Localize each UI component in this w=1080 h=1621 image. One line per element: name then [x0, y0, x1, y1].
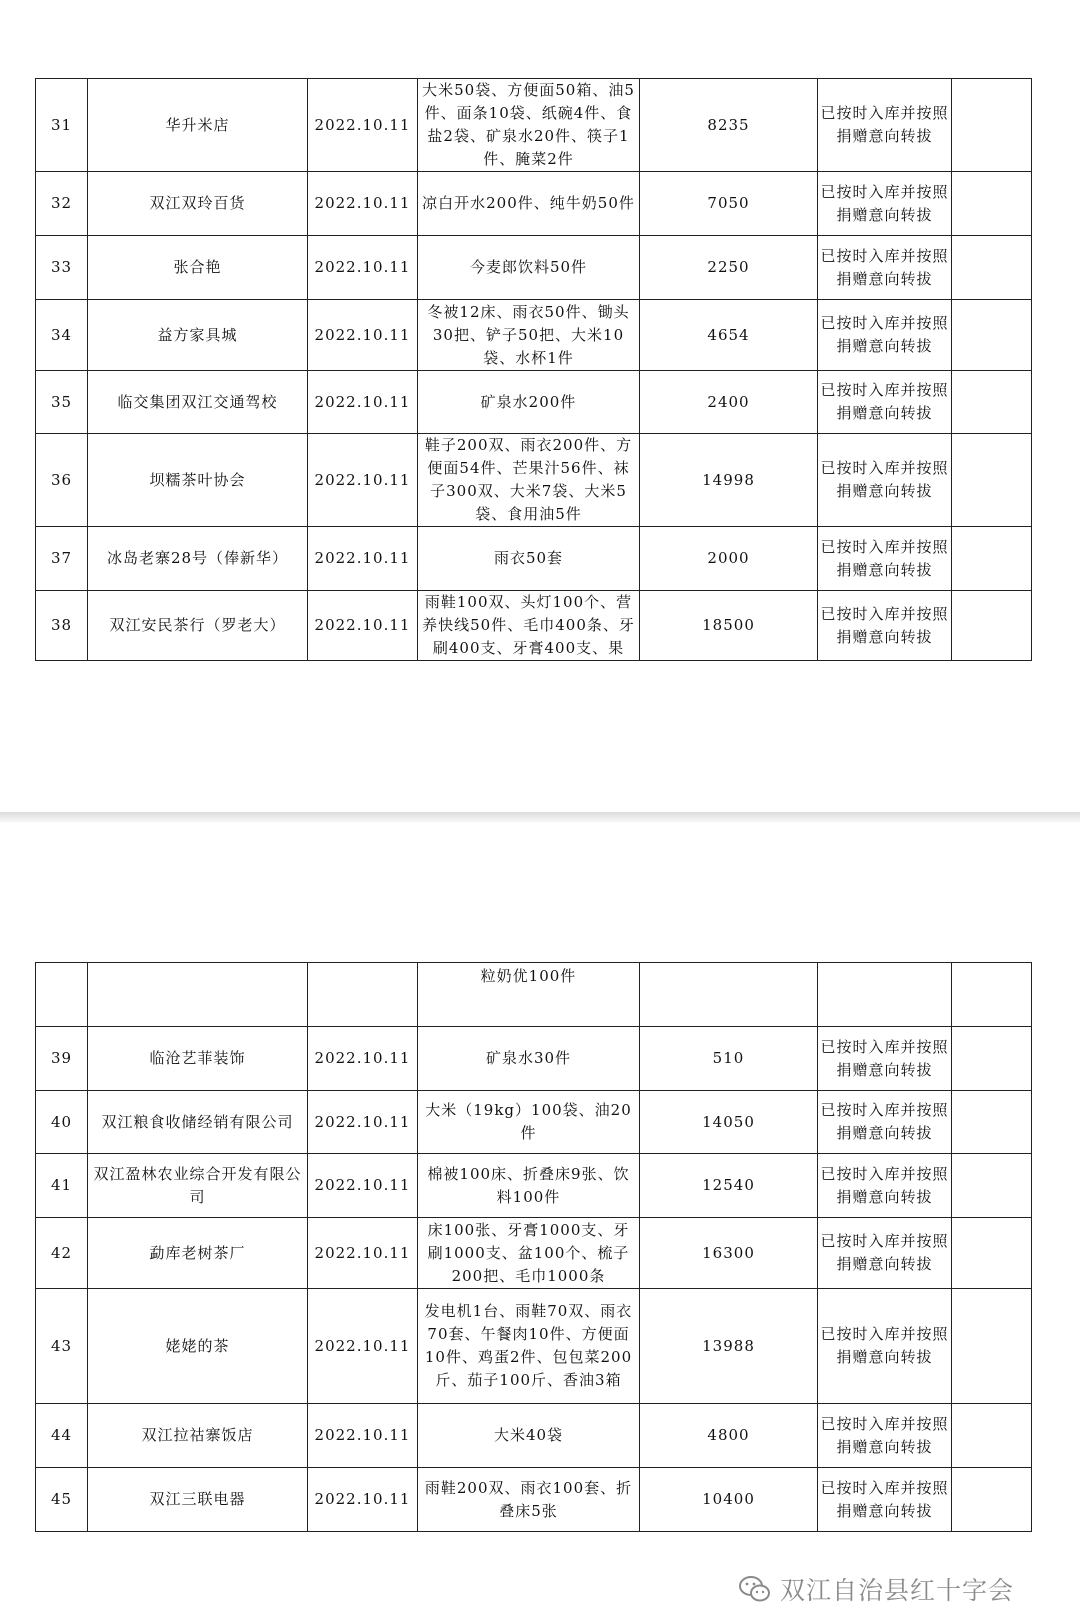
donation-date: 2022.10.11	[308, 1289, 418, 1404]
donation-date: 2022.10.11	[308, 371, 418, 434]
donated-items: 矿泉水30件	[418, 1027, 640, 1091]
row-number: 35	[36, 371, 88, 434]
row-number: 43	[36, 1289, 88, 1404]
donated-items: 床100张、牙膏1000支、牙刷1000支、盆100个、梳子200把、毛巾1000条	[418, 1218, 640, 1289]
table-row	[36, 172, 1032, 236]
donated-items: 今麦郎饮料50件	[418, 236, 640, 300]
continuation-row	[36, 963, 1032, 1027]
table-row	[36, 434, 1032, 527]
donation-amount: 8235	[640, 79, 818, 172]
remark-cell	[952, 963, 1032, 1027]
donated-items: 大米（19kg）100袋、油20件	[418, 1091, 640, 1154]
allocation-status: 已按时入库并按照捐赠意向转拔	[818, 1091, 952, 1154]
donation-amount	[640, 963, 818, 1027]
row-number: 42	[36, 1218, 88, 1289]
row-number	[36, 963, 88, 1027]
donation-date: 2022.10.11	[308, 300, 418, 371]
donor-name: 双江粮食收储经销有限公司	[88, 1091, 308, 1154]
donor-name: 双江三联电器	[88, 1468, 308, 1532]
donation-date: 2022.10.11	[308, 1154, 418, 1218]
table-row	[36, 1468, 1032, 1532]
donation-amount: 2400	[640, 371, 818, 434]
remark-cell	[952, 591, 1032, 661]
remark-cell	[952, 1027, 1032, 1091]
remark-cell	[952, 1404, 1032, 1468]
watermark-text: 双江自治县红十字会	[779, 1576, 1014, 1605]
row-number: 36	[36, 434, 88, 527]
donated-items: 大米40袋	[418, 1404, 640, 1468]
donation-amount: 13988	[640, 1289, 818, 1404]
allocation-status: 已按时入库并按照捐赠意向转拔	[818, 1218, 952, 1289]
donation-date: 2022.10.11	[308, 591, 418, 661]
allocation-status: 已按时入库并按照捐赠意向转拔	[818, 1289, 952, 1404]
allocation-status: 已按时入库并按照捐赠意向转拔	[818, 1404, 952, 1468]
donation-date: 2022.10.11	[308, 527, 418, 591]
allocation-status	[818, 963, 952, 1027]
row-number: 32	[36, 172, 88, 236]
donation-amount: 14998	[640, 434, 818, 527]
table-row	[36, 1027, 1032, 1091]
donor-name: 勐库老树茶厂	[88, 1218, 308, 1289]
row-number: 34	[36, 300, 88, 371]
remark-cell	[952, 1468, 1032, 1532]
allocation-status: 已按时入库并按照捐赠意向转拔	[818, 1468, 952, 1532]
donation-amount: 7050	[640, 172, 818, 236]
remark-cell	[952, 434, 1032, 527]
remark-cell	[952, 1218, 1032, 1289]
allocation-status: 已按时入库并按照捐赠意向转拔	[818, 1027, 952, 1091]
remark-cell	[952, 1289, 1032, 1404]
row-number: 39	[36, 1027, 88, 1091]
donor-name: 坝糯茶叶协会	[88, 434, 308, 527]
row-number: 33	[36, 236, 88, 300]
donated-items: 冬被12床、雨衣50件、锄头30把、铲子50把、大米10袋、水杯1件	[418, 300, 640, 371]
table-row	[36, 591, 1032, 661]
donation-date: 2022.10.11	[308, 1468, 418, 1532]
donation-date: 2022.10.11	[308, 434, 418, 527]
row-number: 40	[36, 1091, 88, 1154]
table-row	[36, 1154, 1032, 1218]
donation-date: 2022.10.11	[308, 1091, 418, 1154]
donation-date: 2022.10.11	[308, 236, 418, 300]
donation-amount: 12540	[640, 1154, 818, 1218]
donation-table-page-2	[35, 962, 1032, 1532]
row-number: 31	[36, 79, 88, 172]
donor-name: 冰岛老寨28号（俸新华）	[88, 527, 308, 591]
donated-items: 棉被100床、折叠床9张、饮料100件	[418, 1154, 640, 1218]
allocation-status: 已按时入库并按照捐赠意向转拔	[818, 1154, 952, 1218]
source-watermark	[738, 1571, 1014, 1607]
allocation-status: 已按时入库并按照捐赠意向转拔	[818, 527, 952, 591]
table-row	[36, 1289, 1032, 1404]
donation-date	[308, 963, 418, 1027]
remark-cell	[952, 79, 1032, 172]
remark-cell	[952, 236, 1032, 300]
donation-amount: 10400	[640, 1468, 818, 1532]
donation-amount: 18500	[640, 591, 818, 661]
allocation-status: 已按时入库并按照捐赠意向转拔	[818, 236, 952, 300]
allocation-status: 已按时入库并按照捐赠意向转拔	[818, 371, 952, 434]
table-row	[36, 236, 1032, 300]
remark-cell	[952, 172, 1032, 236]
donor-name: 双江双玲百货	[88, 172, 308, 236]
donor-name	[88, 963, 308, 1027]
remark-cell	[952, 1091, 1032, 1154]
document-page-2	[0, 822, 1080, 1621]
remark-cell	[952, 527, 1032, 591]
donation-amount: 4654	[640, 300, 818, 371]
table-row	[36, 1404, 1032, 1468]
table-row	[36, 1091, 1032, 1154]
page-separator	[0, 812, 1080, 822]
donated-items: 雨衣50套	[418, 527, 640, 591]
wechat-icon	[738, 1574, 772, 1604]
row-number: 44	[36, 1404, 88, 1468]
donated-items: 凉白开水200件、纯牛奶50件	[418, 172, 640, 236]
remark-cell	[952, 300, 1032, 371]
donor-name: 临交集团双江交通驾校	[88, 371, 308, 434]
row-number: 41	[36, 1154, 88, 1218]
row-number: 37	[36, 527, 88, 591]
donated-items: 发电机1台、雨鞋70双、雨衣70套、午餐肉10件、方便面10件、鸡蛋2件、包包菜200斤、茄子100斤、香油3箱	[418, 1289, 640, 1404]
donation-date: 2022.10.11	[308, 1404, 418, 1468]
remark-cell	[952, 371, 1032, 434]
donation-table-page-1	[35, 78, 1032, 661]
donation-date: 2022.10.11	[308, 172, 418, 236]
donated-items: 大米50袋、方便面50箱、油5件、面条10袋、纸碗4件、食盐2袋、矿泉水20件、筷子1件、腌菜2件	[418, 79, 640, 172]
donation-amount: 4800	[640, 1404, 818, 1468]
donation-amount: 2000	[640, 527, 818, 591]
donor-name: 姥姥的茶	[88, 1289, 308, 1404]
remark-cell	[952, 1154, 1032, 1218]
table-row	[36, 1218, 1032, 1289]
table-row	[36, 79, 1032, 172]
donated-items: 鞋子200双、雨衣200件、方便面54件、芒果汁56件、袜子300双、大米7袋、大米5袋、食用油5件	[418, 434, 640, 527]
row-number: 45	[36, 1468, 88, 1532]
allocation-status: 已按时入库并按照捐赠意向转拔	[818, 591, 952, 661]
donated-items: 雨鞋200双、雨衣100套、折叠床5张	[418, 1468, 640, 1532]
allocation-status: 已按时入库并按照捐赠意向转拔	[818, 300, 952, 371]
allocation-status: 已按时入库并按照捐赠意向转拔	[818, 434, 952, 527]
donor-name: 双江安民茶行（罗老大）	[88, 591, 308, 661]
table-row	[36, 371, 1032, 434]
allocation-status: 已按时入库并按照捐赠意向转拔	[818, 79, 952, 172]
donor-name: 华升米店	[88, 79, 308, 172]
table-row	[36, 527, 1032, 591]
donation-amount: 2250	[640, 236, 818, 300]
donated-items: 矿泉水200件	[418, 371, 640, 434]
donation-date: 2022.10.11	[308, 79, 418, 172]
table-row	[36, 300, 1032, 371]
donation-amount: 510	[640, 1027, 818, 1091]
allocation-status: 已按时入库并按照捐赠意向转拔	[818, 172, 952, 236]
donor-name: 双江拉祜寨饭店	[88, 1404, 308, 1468]
donation-date: 2022.10.11	[308, 1027, 418, 1091]
donor-name: 益方家具城	[88, 300, 308, 371]
donated-items-continuation: 粒奶优100件	[418, 963, 640, 1027]
donation-amount: 16300	[640, 1218, 818, 1289]
donation-amount: 14050	[640, 1091, 818, 1154]
donation-date: 2022.10.11	[308, 1218, 418, 1289]
donated-items: 雨鞋100双、头灯100个、营养快线50件、毛巾400条、牙刷400支、牙膏400支、果	[418, 591, 640, 661]
donor-name: 临沧艺菲装饰	[88, 1027, 308, 1091]
donor-name: 张合艳	[88, 236, 308, 300]
row-number: 38	[36, 591, 88, 661]
donor-name: 双江盈林农业综合开发有限公司	[88, 1154, 308, 1218]
